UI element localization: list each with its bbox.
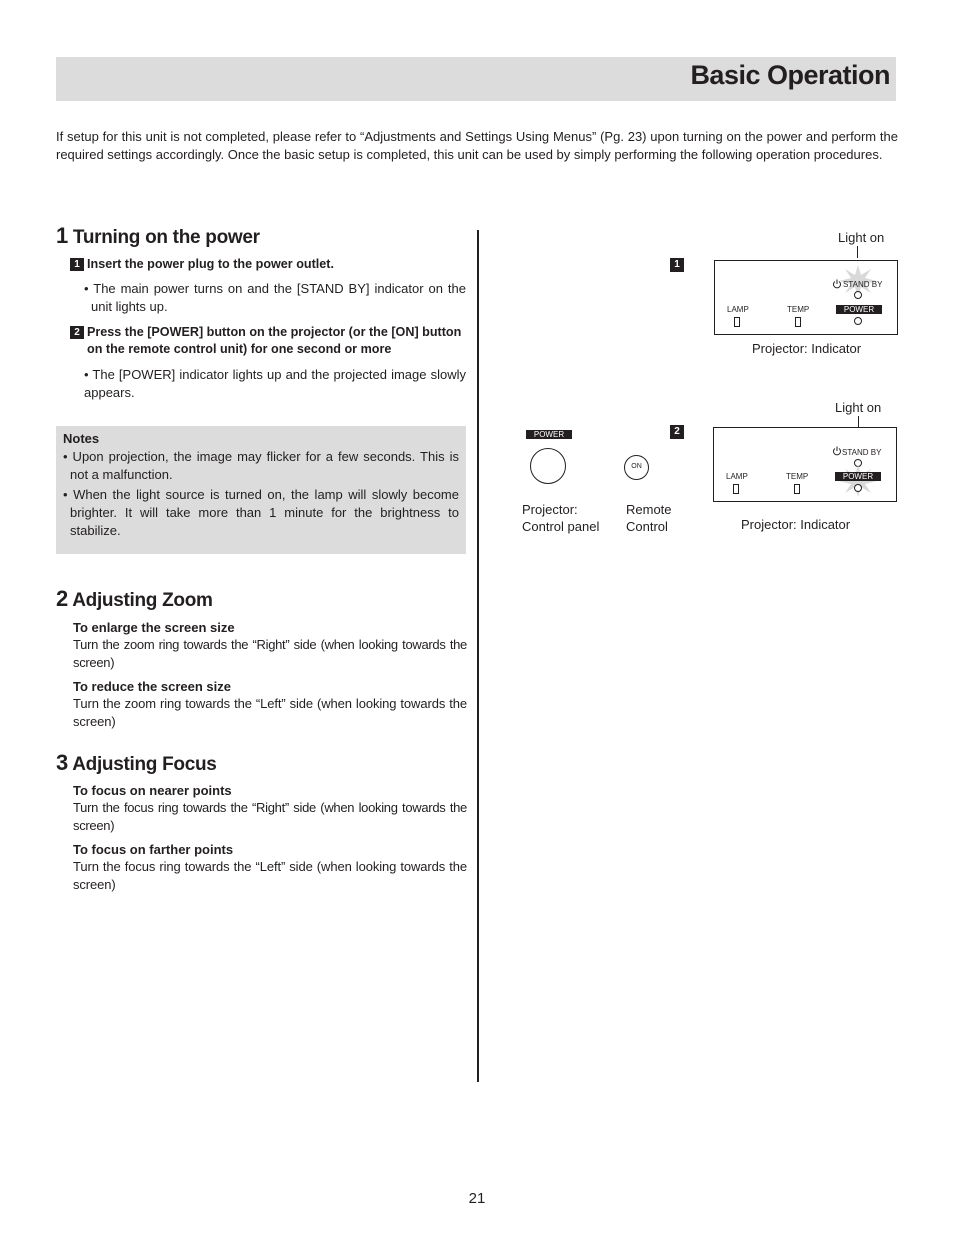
caption-line: Control panel bbox=[522, 519, 600, 534]
figure-badge: 1 bbox=[670, 258, 684, 272]
section-title: Turning on the power bbox=[72, 227, 260, 248]
instruction-text: Turn the zoom ring towards the “Right” side (when looking towards the screen) bbox=[73, 637, 467, 670]
power-led bbox=[854, 484, 862, 492]
focus-instructions bbox=[73, 782, 467, 894]
subheading: To reduce the screen size bbox=[73, 679, 231, 694]
remote-control-caption bbox=[626, 501, 672, 535]
step-badge: 1 bbox=[70, 258, 84, 271]
caption-line: Remote bbox=[626, 502, 672, 517]
section-heading-power bbox=[56, 223, 260, 249]
section-title: Adjusting Focus bbox=[72, 754, 217, 775]
subheading: To focus on farther points bbox=[73, 842, 234, 857]
notes-content bbox=[63, 430, 459, 540]
lamp-label: LAMP bbox=[727, 305, 749, 314]
section-number: 1 bbox=[56, 223, 68, 248]
temp-led bbox=[795, 317, 801, 327]
power-tag: POWER bbox=[836, 305, 882, 314]
remote-on-button[interactable]: ON bbox=[624, 455, 649, 480]
step-1-heading bbox=[70, 256, 470, 273]
step-2-bullet: • The [POWER] indicator lights up and the projected image slowly appears. bbox=[84, 367, 466, 400]
figure-caption: Projector: Indicator bbox=[752, 341, 862, 356]
power-led bbox=[854, 317, 862, 325]
temp-label: TEMP bbox=[786, 472, 809, 481]
pointer-line bbox=[857, 246, 858, 258]
instruction-text: Turn the focus ring towards the “Left” side (when looking towards the screen) bbox=[73, 859, 467, 892]
glow-burst-icon bbox=[836, 463, 880, 503]
figure-badge: 2 bbox=[670, 425, 684, 439]
panel-power-tag: POWER bbox=[526, 430, 572, 439]
column-divider bbox=[477, 230, 479, 1082]
light-on-label: Light on bbox=[835, 400, 882, 415]
section-number: 3 bbox=[56, 750, 68, 775]
power-tag: POWER bbox=[835, 472, 881, 481]
notes-title: Notes bbox=[63, 431, 100, 446]
lamp-led bbox=[734, 317, 740, 327]
page-title: Basic Operation bbox=[690, 60, 890, 90]
step-2-text: Press the [POWER] button on the projector (or the [ON] button on the remote control unit) for one second or more bbox=[87, 325, 462, 356]
section-title: Adjusting Zoom bbox=[72, 590, 213, 611]
subheading: To focus on nearer points bbox=[73, 783, 232, 798]
section-number: 2 bbox=[56, 586, 68, 611]
note-item: • Upon projection, the image may flicker for a few seconds. This is not a malfunction. bbox=[63, 449, 459, 482]
caption-line: Control bbox=[626, 519, 668, 534]
step-1-bullet: • The main power turns on and the [STAND BY] indicator on the unit lights up. bbox=[84, 281, 466, 314]
step-2-heading bbox=[70, 324, 467, 358]
caption-line: Projector: bbox=[522, 502, 578, 517]
temp-led bbox=[794, 484, 800, 494]
figure-caption: Projector: Indicator bbox=[741, 517, 851, 532]
subheading: To enlarge the screen size bbox=[73, 620, 235, 635]
step-1-text: Insert the power plug to the power outlet. bbox=[87, 257, 334, 271]
temp-label: TEMP bbox=[787, 305, 810, 314]
instruction-text: Turn the focus ring towards the “Right” side (when looking towards the screen) bbox=[73, 800, 467, 833]
standby-led bbox=[854, 291, 862, 299]
instruction-text: Turn the zoom ring towards the “Left” side (when looking towards the screen) bbox=[73, 696, 467, 729]
zoom-instructions bbox=[73, 619, 467, 731]
section-heading-focus bbox=[56, 750, 217, 776]
note-item: • When the light source is turned on, the lamp will slowly become brighter. It will take more than 1 minute for the brightness to stabilize. bbox=[63, 487, 459, 538]
standby-power-icon bbox=[832, 279, 842, 289]
projector-power-button[interactable] bbox=[530, 448, 566, 484]
standby-label: STAND BY bbox=[842, 448, 882, 457]
section-heading-zoom bbox=[56, 586, 213, 612]
lamp-led bbox=[733, 484, 739, 494]
standby-label: STAND BY bbox=[843, 280, 883, 289]
page-number: 21 bbox=[468, 1190, 486, 1207]
intro-paragraph: If setup for this unit is not completed, please refer to “Adjustments and Settings Using Menus” (Pg. 23) upon turning on the power and perform the required settings accordingly. Once the basic setup is completed, this unit can be used by simply performing the following operation procedures. bbox=[56, 129, 898, 162]
standby-power-icon bbox=[832, 446, 842, 456]
lamp-label: LAMP bbox=[726, 472, 748, 481]
light-on-label: Light on bbox=[838, 230, 885, 245]
step-badge: 2 bbox=[70, 326, 84, 339]
control-panel-caption bbox=[522, 501, 599, 535]
